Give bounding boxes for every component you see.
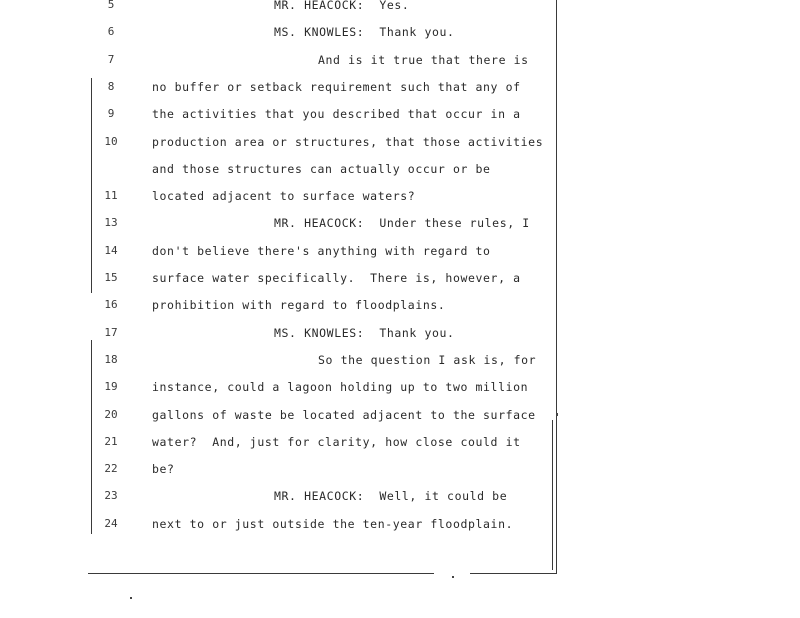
line-number: 11 — [104, 189, 118, 202]
line-number: 15 — [104, 271, 118, 284]
line-text: gallons of waste be located adjacent to the surface — [152, 408, 536, 422]
line-number: 9 — [107, 107, 115, 120]
line-text: production area or structures, that those activities — [152, 135, 544, 149]
line-number: 24 — [104, 517, 118, 530]
line-number: 5 — [107, 0, 115, 11]
line-text: the activities that you described that occur in a — [152, 107, 521, 121]
line-text: So the question I ask is, for — [318, 353, 537, 367]
bottom-rule-right — [470, 573, 556, 574]
line-text: MR. HEACOCK: Under these rules, I — [274, 216, 530, 230]
line-text: and those structures can actually occur or be — [152, 162, 491, 176]
line-text: MS. KNOWLES: Thank you. — [274, 25, 455, 39]
line-number: 14 — [104, 244, 118, 257]
line-number: 18 — [104, 353, 118, 366]
line-text: And is it true that there is — [318, 53, 529, 67]
line-number: 22 — [104, 462, 118, 475]
line-text: MR. HEACOCK: Well, it could be — [274, 489, 508, 503]
line-number: 10 — [104, 135, 118, 148]
line-text: MR. HEACOCK: Yes. — [274, 0, 410, 12]
line-text: surface water specifically. There is, however, a — [152, 271, 521, 285]
left-margin-rule-lower — [91, 340, 92, 534]
line-number: 13 — [104, 216, 118, 229]
line-number: 16 — [104, 298, 118, 311]
line-text: prohibition with regard to floodplains. — [152, 298, 446, 312]
line-number: 23 — [104, 489, 118, 502]
line-text: water? And, just for clarity, how close could it — [152, 435, 521, 449]
line-number: 20 — [104, 408, 118, 421]
line-number: 8 — [107, 80, 115, 93]
right-margin-rule-inner — [552, 420, 553, 570]
scan-speck — [452, 576, 454, 578]
line-text: don't believe there's anything with regard to — [152, 244, 491, 258]
line-number: 6 — [107, 25, 115, 38]
line-text: next to or just outside the ten-year floodplain. — [152, 517, 514, 531]
line-number: 17 — [104, 326, 118, 339]
line-text: instance, could a lagoon holding up to two million — [152, 380, 529, 394]
line-number: 21 — [104, 435, 118, 448]
bottom-rule — [88, 573, 434, 574]
line-text: located adjacent to surface waters? — [152, 189, 416, 203]
line-text: MS. KNOWLES: Thank you. — [274, 326, 455, 340]
line-text: no buffer or setback requirement such that any of — [152, 80, 521, 94]
scan-speck — [130, 597, 132, 599]
line-number: 7 — [107, 53, 115, 66]
line-text: be? — [152, 462, 175, 476]
scan-speck — [556, 413, 558, 416]
line-number: 19 — [104, 380, 118, 393]
right-margin-rule — [556, 0, 557, 574]
left-margin-rule — [91, 78, 92, 293]
